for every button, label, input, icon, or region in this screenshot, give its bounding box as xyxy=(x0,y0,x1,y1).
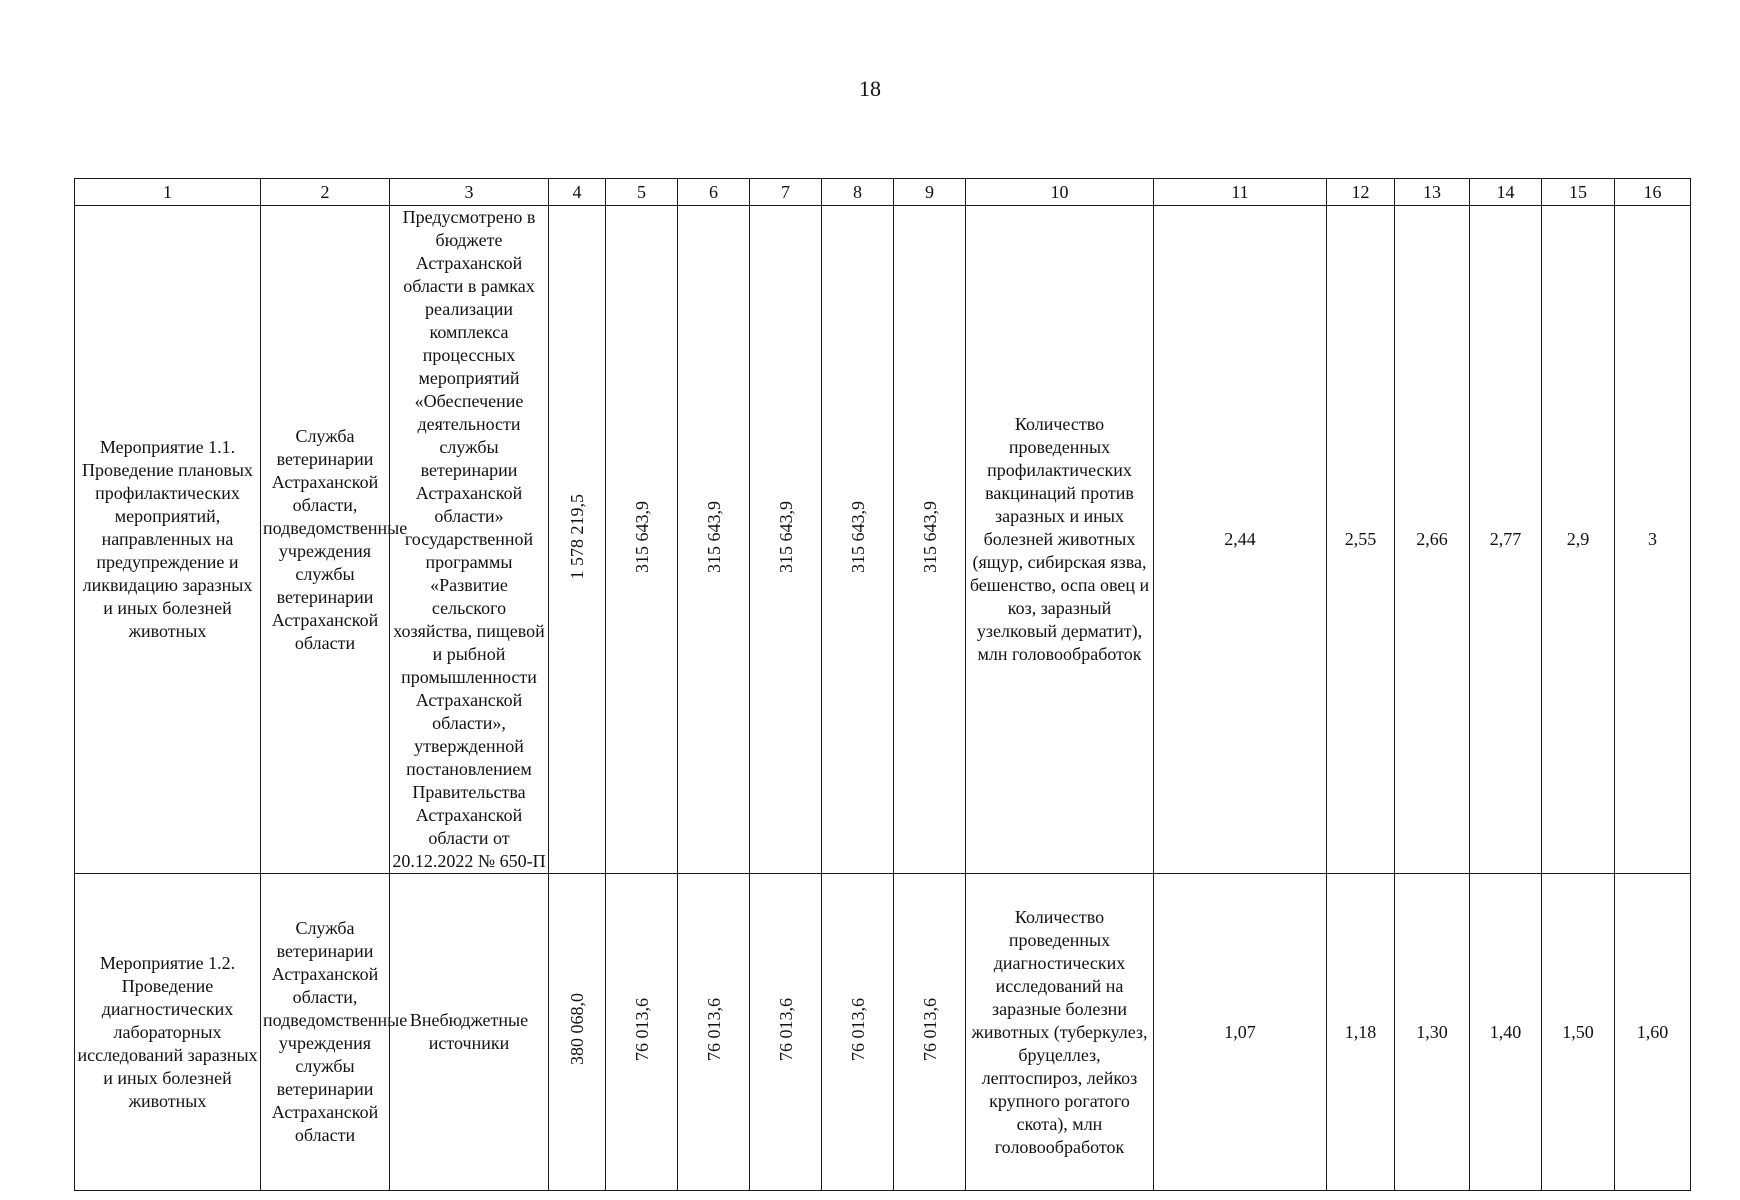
year-value: 315 643,9 xyxy=(847,500,868,573)
year-cell xyxy=(750,206,822,874)
year-value: 76 013,6 xyxy=(703,997,724,1061)
indicator-value-cell: 1,18 xyxy=(1327,874,1395,1191)
header-cell: 9 xyxy=(894,179,966,206)
indicator-value-cell: 2,77 xyxy=(1470,206,1542,874)
table-row xyxy=(75,874,1691,1191)
year-cell xyxy=(894,206,966,874)
event-cell: Мероприятие 1.2. Проведение диагностических лабораторных исследований заразных и иных болезней животных xyxy=(75,874,261,1191)
year-cell xyxy=(750,874,822,1191)
year-value: 315 643,9 xyxy=(703,500,724,573)
header-cell: 3 xyxy=(390,179,549,206)
indicator-value-cell: 2,66 xyxy=(1395,206,1470,874)
header-cell: 15 xyxy=(1542,179,1615,206)
funding-source-cell: Предусмотрено в бюджете Астраханской области в рамках реализации комплекса процессных мероприятий «Обеспечение деятельности службы ветеринарии Астраханской области» государственной программы «Развитие сельского хозяйства, пищевой и рыбной промышленности Астраханской области», утвержденной постановлением Правительства Астраханской области от 20.12.2022 № 650-П xyxy=(390,206,549,874)
header-row xyxy=(75,179,1691,206)
year-cell xyxy=(678,874,750,1191)
header-cell: 16 xyxy=(1615,179,1691,206)
year-cell xyxy=(822,206,894,874)
year-value: 76 013,6 xyxy=(847,997,868,1061)
total-value: 1 578 219,5 xyxy=(567,493,587,580)
indicator-cell: Количество проведенных профилактических вакцинаций против заразных и иных болезней животных (ящур, сибирская язва, бешенство, оспа овец и коз, заразный узелковый дерматит), млн головообработок xyxy=(966,206,1154,874)
header-cell: 4 xyxy=(549,179,606,206)
header-cell: 1 xyxy=(75,179,261,206)
header-cell: 12 xyxy=(1327,179,1395,206)
indicator-cell: Количество проведенных диагностических исследований на заразные болезни животных (туберкулез, бруцеллез, лептоспироз, лейкоз крупного рогатого скота), млн головообработок xyxy=(966,874,1154,1191)
year-value: 315 643,9 xyxy=(919,500,940,573)
indicator-value-cell: 2,55 xyxy=(1327,206,1395,874)
indicator-value-cell: 2,9 xyxy=(1542,206,1615,874)
total-cell xyxy=(549,206,606,874)
executor-cell: Служба ветеринарии Астраханской области, подведомственные учреждения службы ветеринарии Астраханской области xyxy=(261,874,390,1191)
program-table xyxy=(74,178,1691,1191)
header-cell: 7 xyxy=(750,179,822,206)
year-value: 76 013,6 xyxy=(775,997,796,1061)
event-cell: Мероприятие 1.1. Проведение плановых профилактических мероприятий, направленных на предупреждение и ликвидацию заразных и иных болезней животных xyxy=(75,206,261,874)
indicator-value-cell: 3 xyxy=(1615,206,1691,874)
indicator-value-cell: 2,44 xyxy=(1154,206,1327,874)
funding-source-cell: Внебюджетные источники xyxy=(390,874,549,1191)
executor-cell: Служба ветеринарии Астраханской области, подведомственные учреждения службы ветеринарии Астраханской области xyxy=(261,206,390,874)
page-number: 18 xyxy=(859,76,881,101)
header-cell: 11 xyxy=(1154,179,1327,206)
year-value: 76 013,6 xyxy=(919,997,940,1061)
year-cell xyxy=(678,206,750,874)
year-value: 315 643,9 xyxy=(775,500,796,573)
header-cell: 2 xyxy=(261,179,390,206)
table-row xyxy=(75,206,1691,874)
indicator-value-cell: 1,40 xyxy=(1470,874,1542,1191)
header-cell: 10 xyxy=(966,179,1154,206)
total-value: 380 068,0 xyxy=(567,993,587,1065)
header-cell: 13 xyxy=(1395,179,1470,206)
indicator-value-cell: 1,50 xyxy=(1542,874,1615,1191)
header-cell: 5 xyxy=(606,179,678,206)
indicator-value-cell: 1,30 xyxy=(1395,874,1470,1191)
indicator-value-cell: 1,60 xyxy=(1615,874,1691,1191)
indicator-value-cell: 1,07 xyxy=(1154,874,1327,1191)
year-value: 315 643,9 xyxy=(631,500,652,573)
header-cell: 14 xyxy=(1470,179,1542,206)
year-cell xyxy=(606,874,678,1191)
year-value: 76 013,6 xyxy=(631,997,652,1061)
total-cell xyxy=(549,874,606,1191)
header-cell: 6 xyxy=(678,179,750,206)
header-cell: 8 xyxy=(822,179,894,206)
year-cell xyxy=(894,874,966,1191)
year-cell xyxy=(606,206,678,874)
year-cell xyxy=(822,874,894,1191)
